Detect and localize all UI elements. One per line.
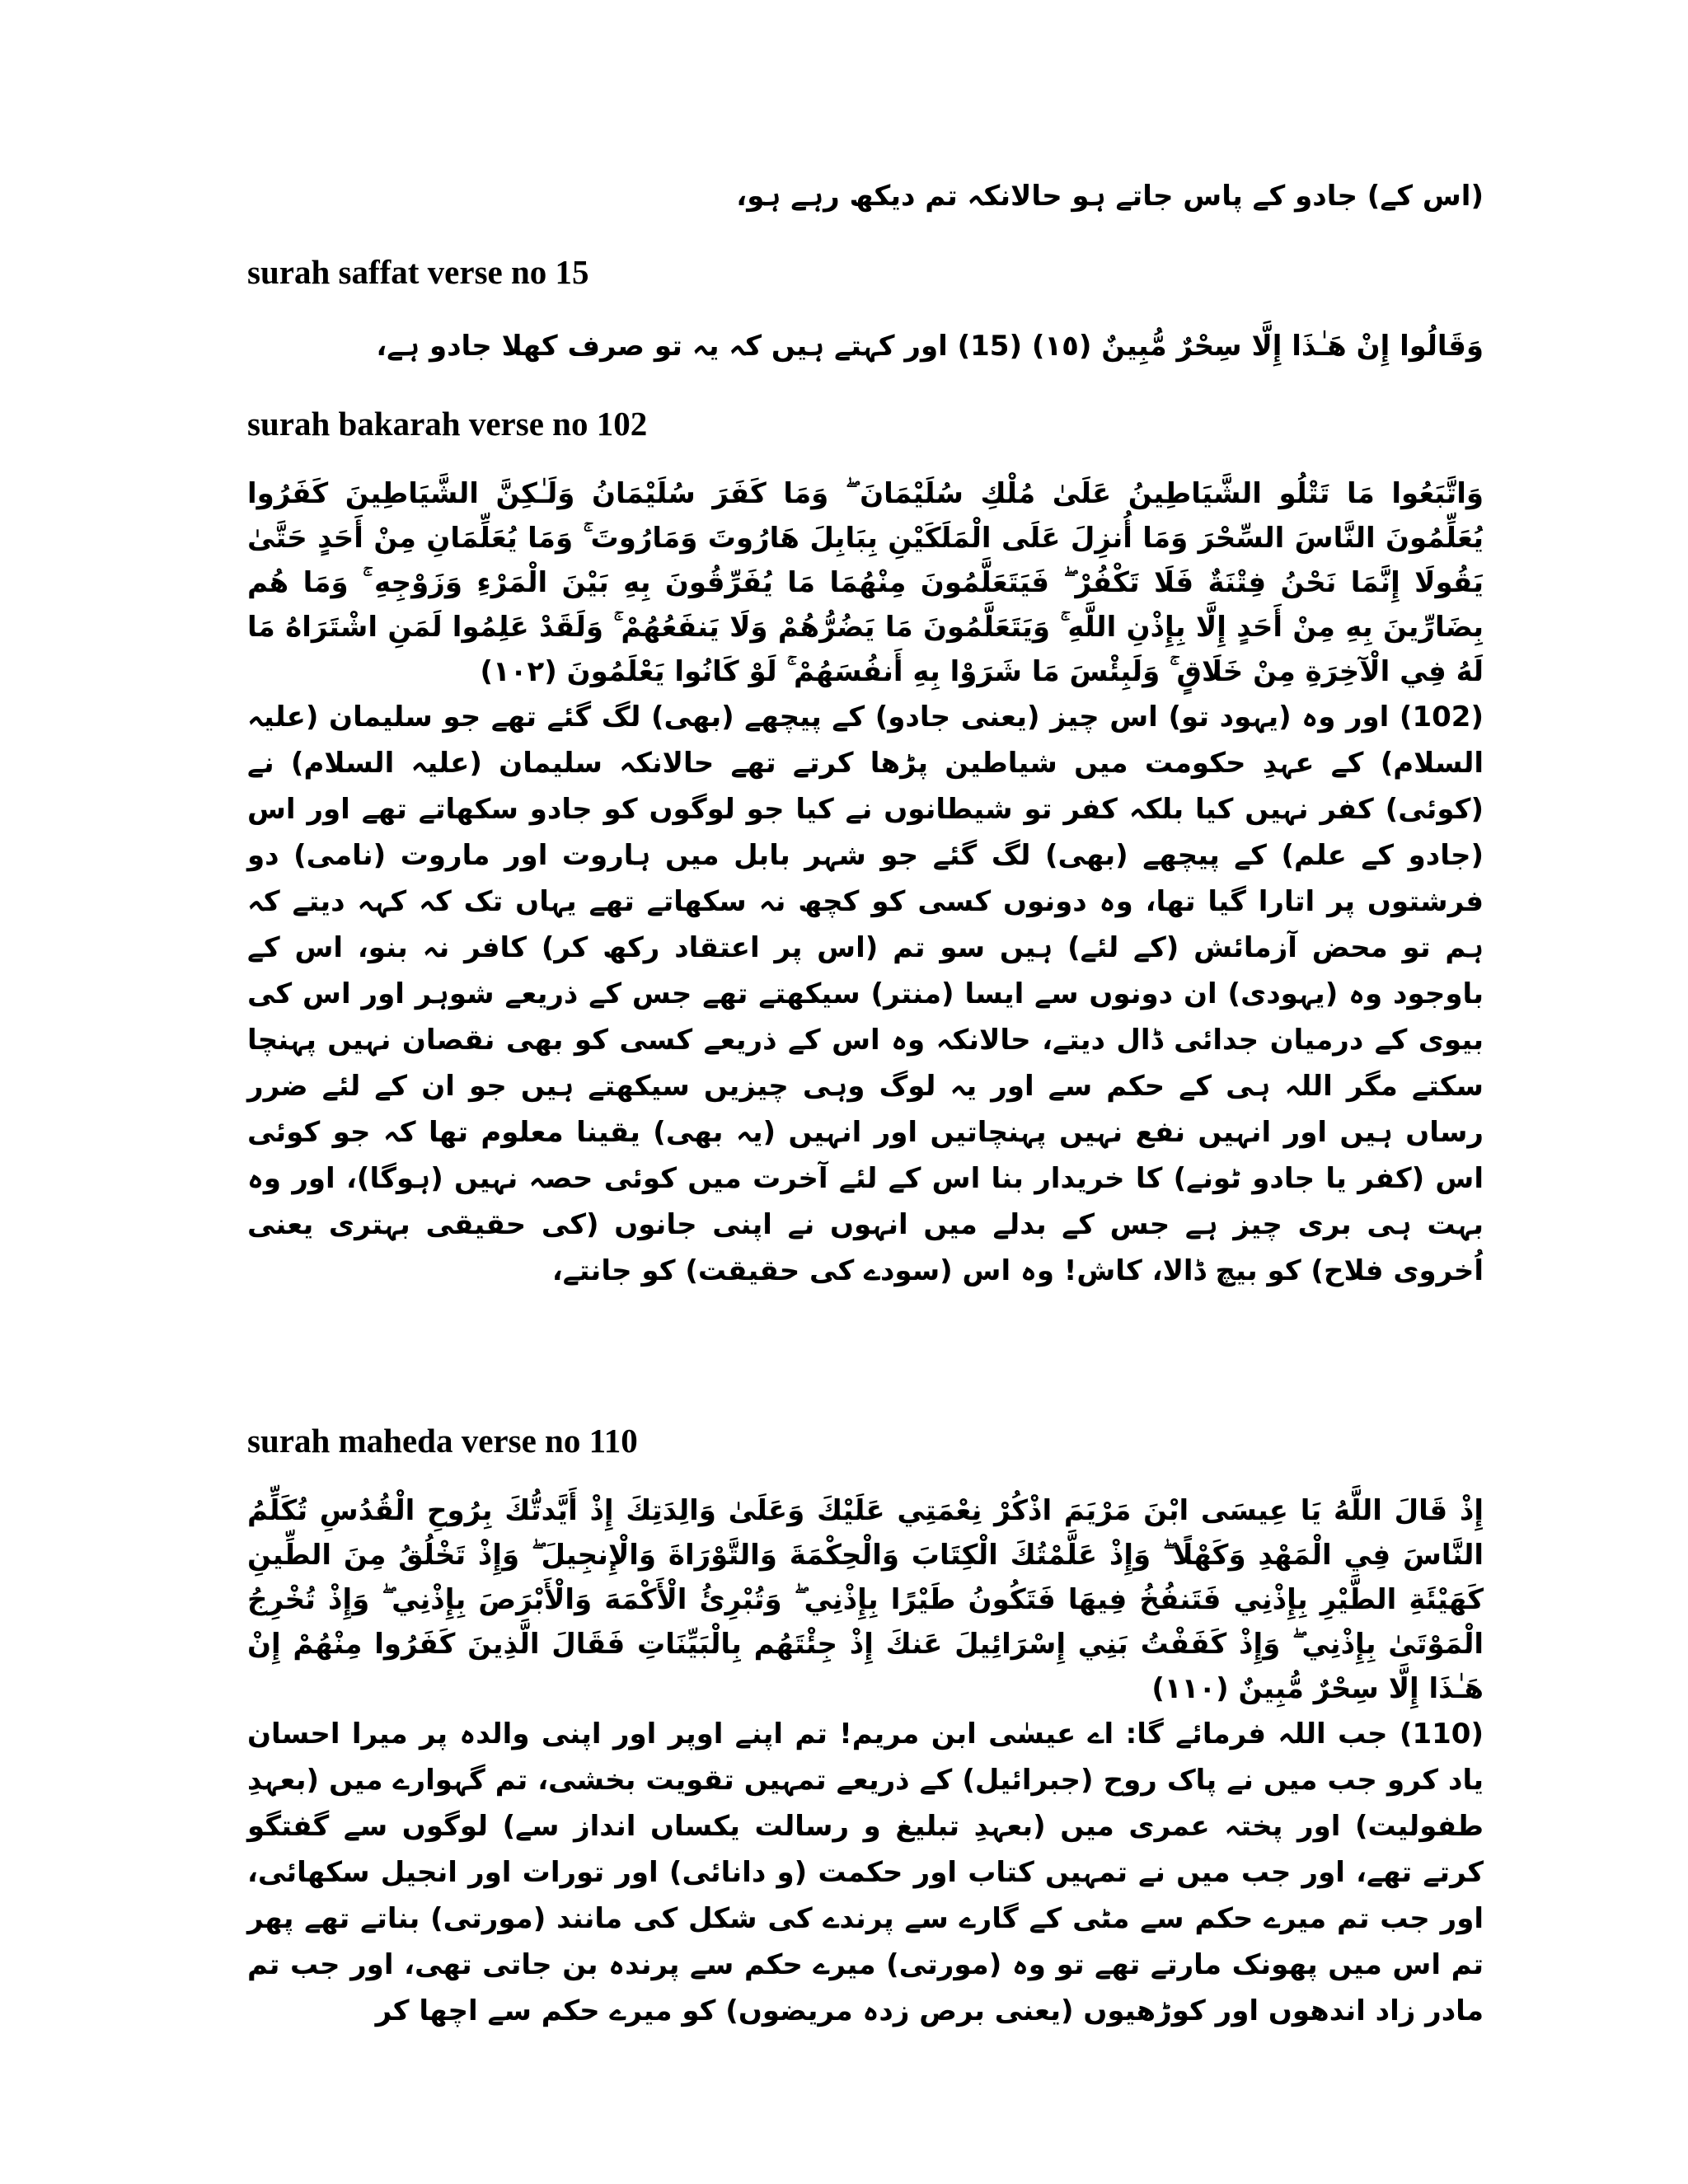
intro-line: (اس کے) جادو کے پاس جاتے ہو حالانکہ تم دیکھ رہے ہو،	[736, 180, 1484, 213]
saffat-verse: وَقَالُوا إِنْ هَـٰذَا إِلَّا سِحْرٌ مُّبِينٌ (١٥) (15) اور کہتے ہیں کہ یہ تو صرف کھلا جادو ہے،	[376, 330, 1484, 363]
document-page	[247, 173, 1484, 2034]
bakarah-translation: (102) اور وہ (یہود تو) اس چیز (یعنی جادو) کے پیچھے (بھی) لگ گئے تھے جو سلیمان (علیہ السلام) کے عہدِ حکومت میں شیاطین پڑھا کرتے تھے حالانکہ سلیمان (علیہ السلام) نے (کوئی) کفر نہیں کیا بلکہ کفر تو شیطانوں نے کیا جو لوگوں کو جادو سکھاتے تھے اور اس (جادو کے علم) کے پیچھے (بھی) لگ گئے جو شہر بابل میں ہاروت اور ماروت (نامی) دو فرشتوں پر اتارا گیا تھا، وہ دونوں کسی کو کچھ نہ سکھاتے تھے یہاں تک کہ کہہ دیتے کہ ہم تو محض آزمائش (کے لئے) ہیں سو تم (اس پر اعتقاد رکھ کر) کافر نہ بنو، اس کے باوجود وہ (یہودی) ان دونوں سے ایسا (منتر) سیکھتے تھے جس کے ذریعے شوہر اور اس کی بیوی کے درمیان جدائی ڈال دیتے، حالانکہ وہ اس کے ذریعے کسی کو بھی نقصان نہیں پہنچا سکتے مگر اللہ ہی کے حکم سے اور یہ لوگ وہی چیزیں سیکھتے ہیں جو ان کے لئے ضرر رساں ہیں اور انہیں نفع نہیں پہنچاتیں اور انہیں (یہ بھی) یقینا معلوم تھا کہ جو کوئی اس (کفر یا جادو ٹونے) کا خریدار بنا اس کے لئے آخرت میں کوئی حصہ نہیں (ہوگا)، اور وہ بہت ہی بری چیز ہے جس کے بدلے میں انہوں نے اپنی جانوں (کی حقیقی بہتری یعنی اُخروی فلاح) کو بیچ ڈالا، کاش! وہ اس (سودے کی حقیقت) کو جانتے،	[247, 701, 1484, 1287]
bakarah-arabic-text: وَاتَّبَعُوا مَا تَتْلُو الشَّيَاطِينُ عَلَىٰ مُلْكِ سُلَيْمَانَ ۖ وَمَا كَفَرَ سُلَيْمَانُ وَلَـٰكِنَّ الشَّيَاطِينَ كَفَرُوا يُعَلِّمُونَ النَّاسَ السِّحْرَ وَمَا أُنزِلَ عَلَى الْمَلَكَيْنِ بِبَابِلَ هَارُوتَ وَمَارُوتَ ۚ وَمَا يُعَلِّمَانِ مِنْ أَحَدٍ حَتَّىٰ يَقُولَا إِنَّمَا نَحْنُ فِتْنَةٌ فَلَا تَكْفُرْ ۖ فَيَتَعَلَّمُونَ مِنْهُمَا مَا يُفَرِّقُونَ بِهِ بَيْنَ الْمَرْءِ وَزَوْجِهِ ۚ وَمَا هُم بِضَارِّينَ بِهِ مِنْ أَحَدٍ إِلَّا بِإِذْنِ اللَّهِ ۚ وَيَتَعَلَّمُونَ مَا يَضُرُّهُمْ وَلَا يَنفَعُهُمْ ۚ وَلَقَدْ عَلِمُوا لَمَنِ اشْتَرَاهُ مَا لَهُ فِي الْآخِرَةِ مِنْ خَلَاقٍ ۚ وَلَبِئْسَ مَا شَرَوْا بِهِ أَنفُسَهُمْ ۚ لَوْ كَانُوا يَعْلَمُونَ (١٠٢)	[247, 477, 1484, 688]
section-spacer	[247, 1294, 1484, 1418]
heading-maheda: surah maheda verse no 110	[247, 1422, 638, 1460]
maheda-translation: (110) جب اللہ فرمائے گا: اے عیسٰی ابن مریم! تم اپنے اوپر اور اپنی والدہ پر میرا احسان یاد کرو جب میں نے پاک روح (جبرائیل) کے ذریعے تمہیں تقویت بخشی، تم گہوارے میں (بعہدِ طفولیت) اور پختہ عمری میں (بعہدِ تبلیغ و رسالت یکساں انداز سے) لوگوں سے گفتگو کرتے تھے، اور جب میں نے تمہیں کتاب اور حکمت (و دانائی) اور تورات اور انجیل سکھائی، اور جب تم میرے حکم سے مٹی کے گارے سے پرندے کی شکل کی مانند (مورتی) بناتے تھے پھر تم اس میں پھونک مارتے تھے تو وہ (مورتی) میرے حکم سے پرندہ بن جاتی تھی، اور جب تم مادر زاد اندھوں اور کوڑھیوں (یعنی برص زدہ مریضوں) کو میرے حکم سے اچھا کر	[247, 1718, 1484, 2027]
heading-saffat: surah saffat verse no 15	[247, 253, 589, 291]
maheda-arabic-text: إِذْ قَالَ اللَّهُ يَا عِيسَى ابْنَ مَرْيَمَ اذْكُرْ نِعْمَتِي عَلَيْكَ وَعَلَىٰ وَالِدَتِكَ إِذْ أَيَّدتُّكَ بِرُوحِ الْقُدُسِ تُكَلِّمُ النَّاسَ فِي الْمَهْدِ وَكَهْلًا ۖ وَإِذْ عَلَّمْتُكَ الْكِتَابَ وَالْحِكْمَةَ وَالتَّوْرَاةَ وَالْإِنجِيلَ ۖ وَإِذْ تَخْلُقُ مِنَ الطِّينِ كَهَيْئَةِ الطَّيْرِ بِإِذْنِي فَتَنفُخُ فِيهَا فَتَكُونُ طَيْرًا بِإِذْنِي ۖ وَتُبْرِئُ الْأَكْمَهَ وَالْأَبْرَصَ بِإِذْنِي ۖ وَإِذْ تُخْرِجُ الْمَوْتَىٰ بِإِذْنِي ۖ وَإِذْ كَفَفْتُ بَنِي إِسْرَائِيلَ عَنكَ إِذْ جِئْتَهُم بِالْبَيِّنَاتِ فَقَالَ الَّذِينَ كَفَرُوا مِنْهُمْ إِنْ هَـٰذَا إِلَّا سِحْرٌ مُّبِينٌ (١١٠)	[247, 1494, 1484, 1705]
heading-bakarah: surah bakarah verse no 102	[247, 405, 648, 443]
